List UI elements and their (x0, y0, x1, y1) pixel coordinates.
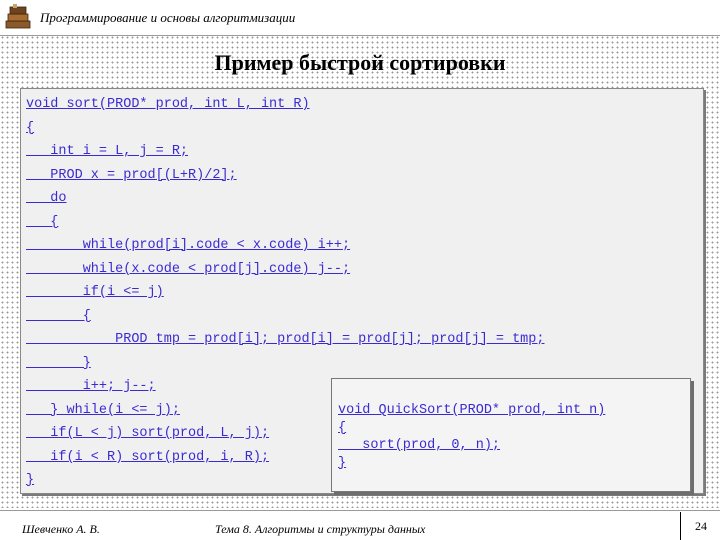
code-line: i++; j--; (26, 379, 156, 394)
code-line: { (338, 421, 347, 436)
code-line: sort(prod, 0, n); (338, 438, 501, 453)
code-line: } while(i <= j); (26, 403, 180, 418)
code-line: if(L < j) sort(prod, L, j); (26, 426, 270, 441)
code-line: void QuickSort(PROD* prod, int n) (338, 403, 606, 418)
page-number: 24 (680, 512, 720, 540)
code-line: } (26, 473, 35, 488)
code-line: { (26, 215, 59, 230)
header-bar (0, 0, 720, 36)
code-line: if(i <= j) (26, 285, 164, 300)
quicksort-wrapper-box (331, 378, 691, 492)
code-line: { (26, 121, 35, 136)
code-line: int i = L, j = R; (26, 144, 189, 159)
course-title: Программирование и основы алгоритмизации (40, 10, 296, 25)
code-line: { (26, 309, 91, 324)
code-line: while(prod[i].code < x.code) i++; (26, 238, 351, 253)
code-line: do (26, 191, 67, 206)
book-stack-icon (3, 3, 33, 31)
header-divider (0, 35, 720, 36)
code-line: if(i < R) sort(prod, i, R); (26, 450, 270, 465)
code-line: } (338, 456, 347, 471)
footer-topic: Тема 8. Алгоритмы и структуры данных (215, 522, 426, 536)
footer-author: Шевченко А. В. (22, 522, 100, 536)
slide-title: Пример быстрой сортировки (214, 50, 506, 75)
code-line: while(x.code < prod[j].code) j--; (26, 262, 351, 277)
code-line: PROD x = prod[(L+R)/2]; (26, 168, 237, 183)
footer-divider (0, 510, 720, 511)
code-line: } (26, 356, 91, 371)
code-line: PROD tmp = prod[i]; prod[i] = prod[j]; prod[j] = tmp; (26, 332, 545, 347)
code-line: void sort(PROD* prod, int L, int R) (26, 97, 310, 112)
